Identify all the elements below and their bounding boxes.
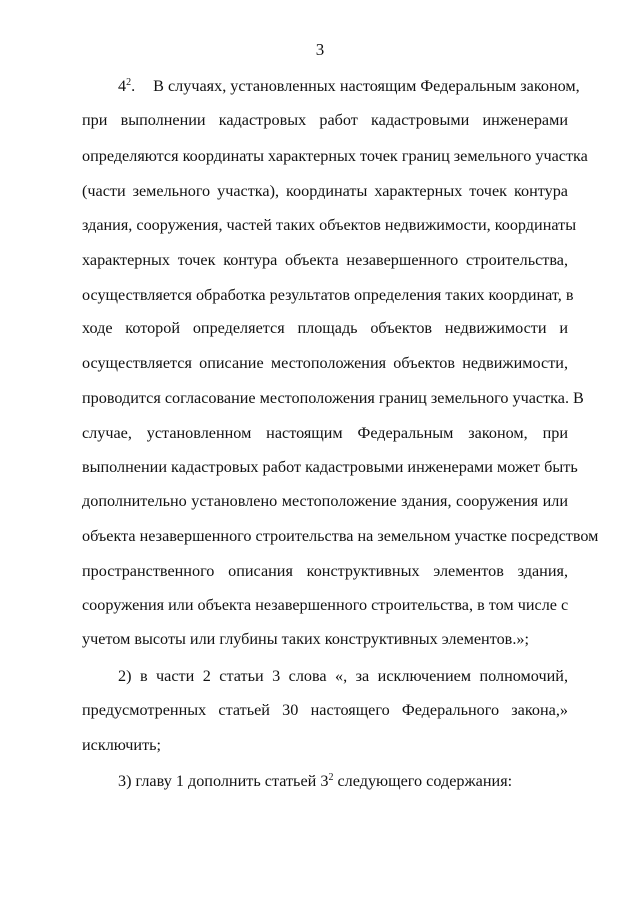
- clause-line: дополнительно установлено местоположение здания, сооружения или: [82, 492, 568, 510]
- clause-line: характерных точек контура объекта незавершенного строительства,: [82, 251, 568, 269]
- clause-line: ходе которой определяется площадь объектов недвижимости и: [82, 319, 568, 337]
- clause-line: проводится согласование местоположения границ земельного участка. В: [82, 389, 584, 407]
- clause-line: пространственного описания конструктивных элементов здания,: [82, 562, 568, 580]
- clause-line: (части земельного участка), координаты характерных точек контура: [82, 182, 568, 200]
- clause-number: 4: [118, 77, 127, 95]
- item-line: 2) в части 2 статьи 3 слова «, за исключением полномочий,: [118, 667, 568, 685]
- clause-line: сооружения или объекта незавершенного строительства, в том числе с: [82, 596, 569, 614]
- item-line: 3) главу 1 дополнить статьей $3^2$ следующего содержания:: [118, 772, 513, 790]
- page-number: 3: [315, 40, 325, 59]
- clause-line: $4^2$. В случаях, установленных настоящим Федеральным законом,: [118, 77, 580, 95]
- clause-line: объекта незавершенного строительства на земельном участке посредством: [82, 527, 599, 545]
- clause-superscript: 2: [126, 77, 132, 88]
- item-line: предусмотренных статьей 30 настоящего Федерального закона,»: [82, 701, 568, 719]
- clause-line: выполнении кадастровых работ кадастровыми инженерами может быть: [82, 458, 578, 476]
- clause-line: случае, установленном настоящим Федеральным законом, при: [82, 424, 568, 442]
- clause-line: учетом высоты или глубины таких конструктивных элементов.»;: [82, 630, 529, 648]
- clause-line: осуществляется обработка результатов определения таких координат, в: [82, 286, 574, 304]
- clause-number-suffix: .: [131, 77, 136, 95]
- clause-line: определяются координаты характерных точек границ земельного участка: [82, 147, 588, 165]
- clause-line: здания, сооружения, частей таких объектов недвижимости, координаты: [82, 216, 577, 234]
- item-superscript: 2: [328, 772, 334, 783]
- item-line: исключить;: [82, 736, 162, 754]
- clause-line: при выполнении кадастровых работ кадастровыми инженерами: [82, 111, 568, 129]
- clause-line: осуществляется описание местоположения объектов недвижимости,: [82, 354, 568, 372]
